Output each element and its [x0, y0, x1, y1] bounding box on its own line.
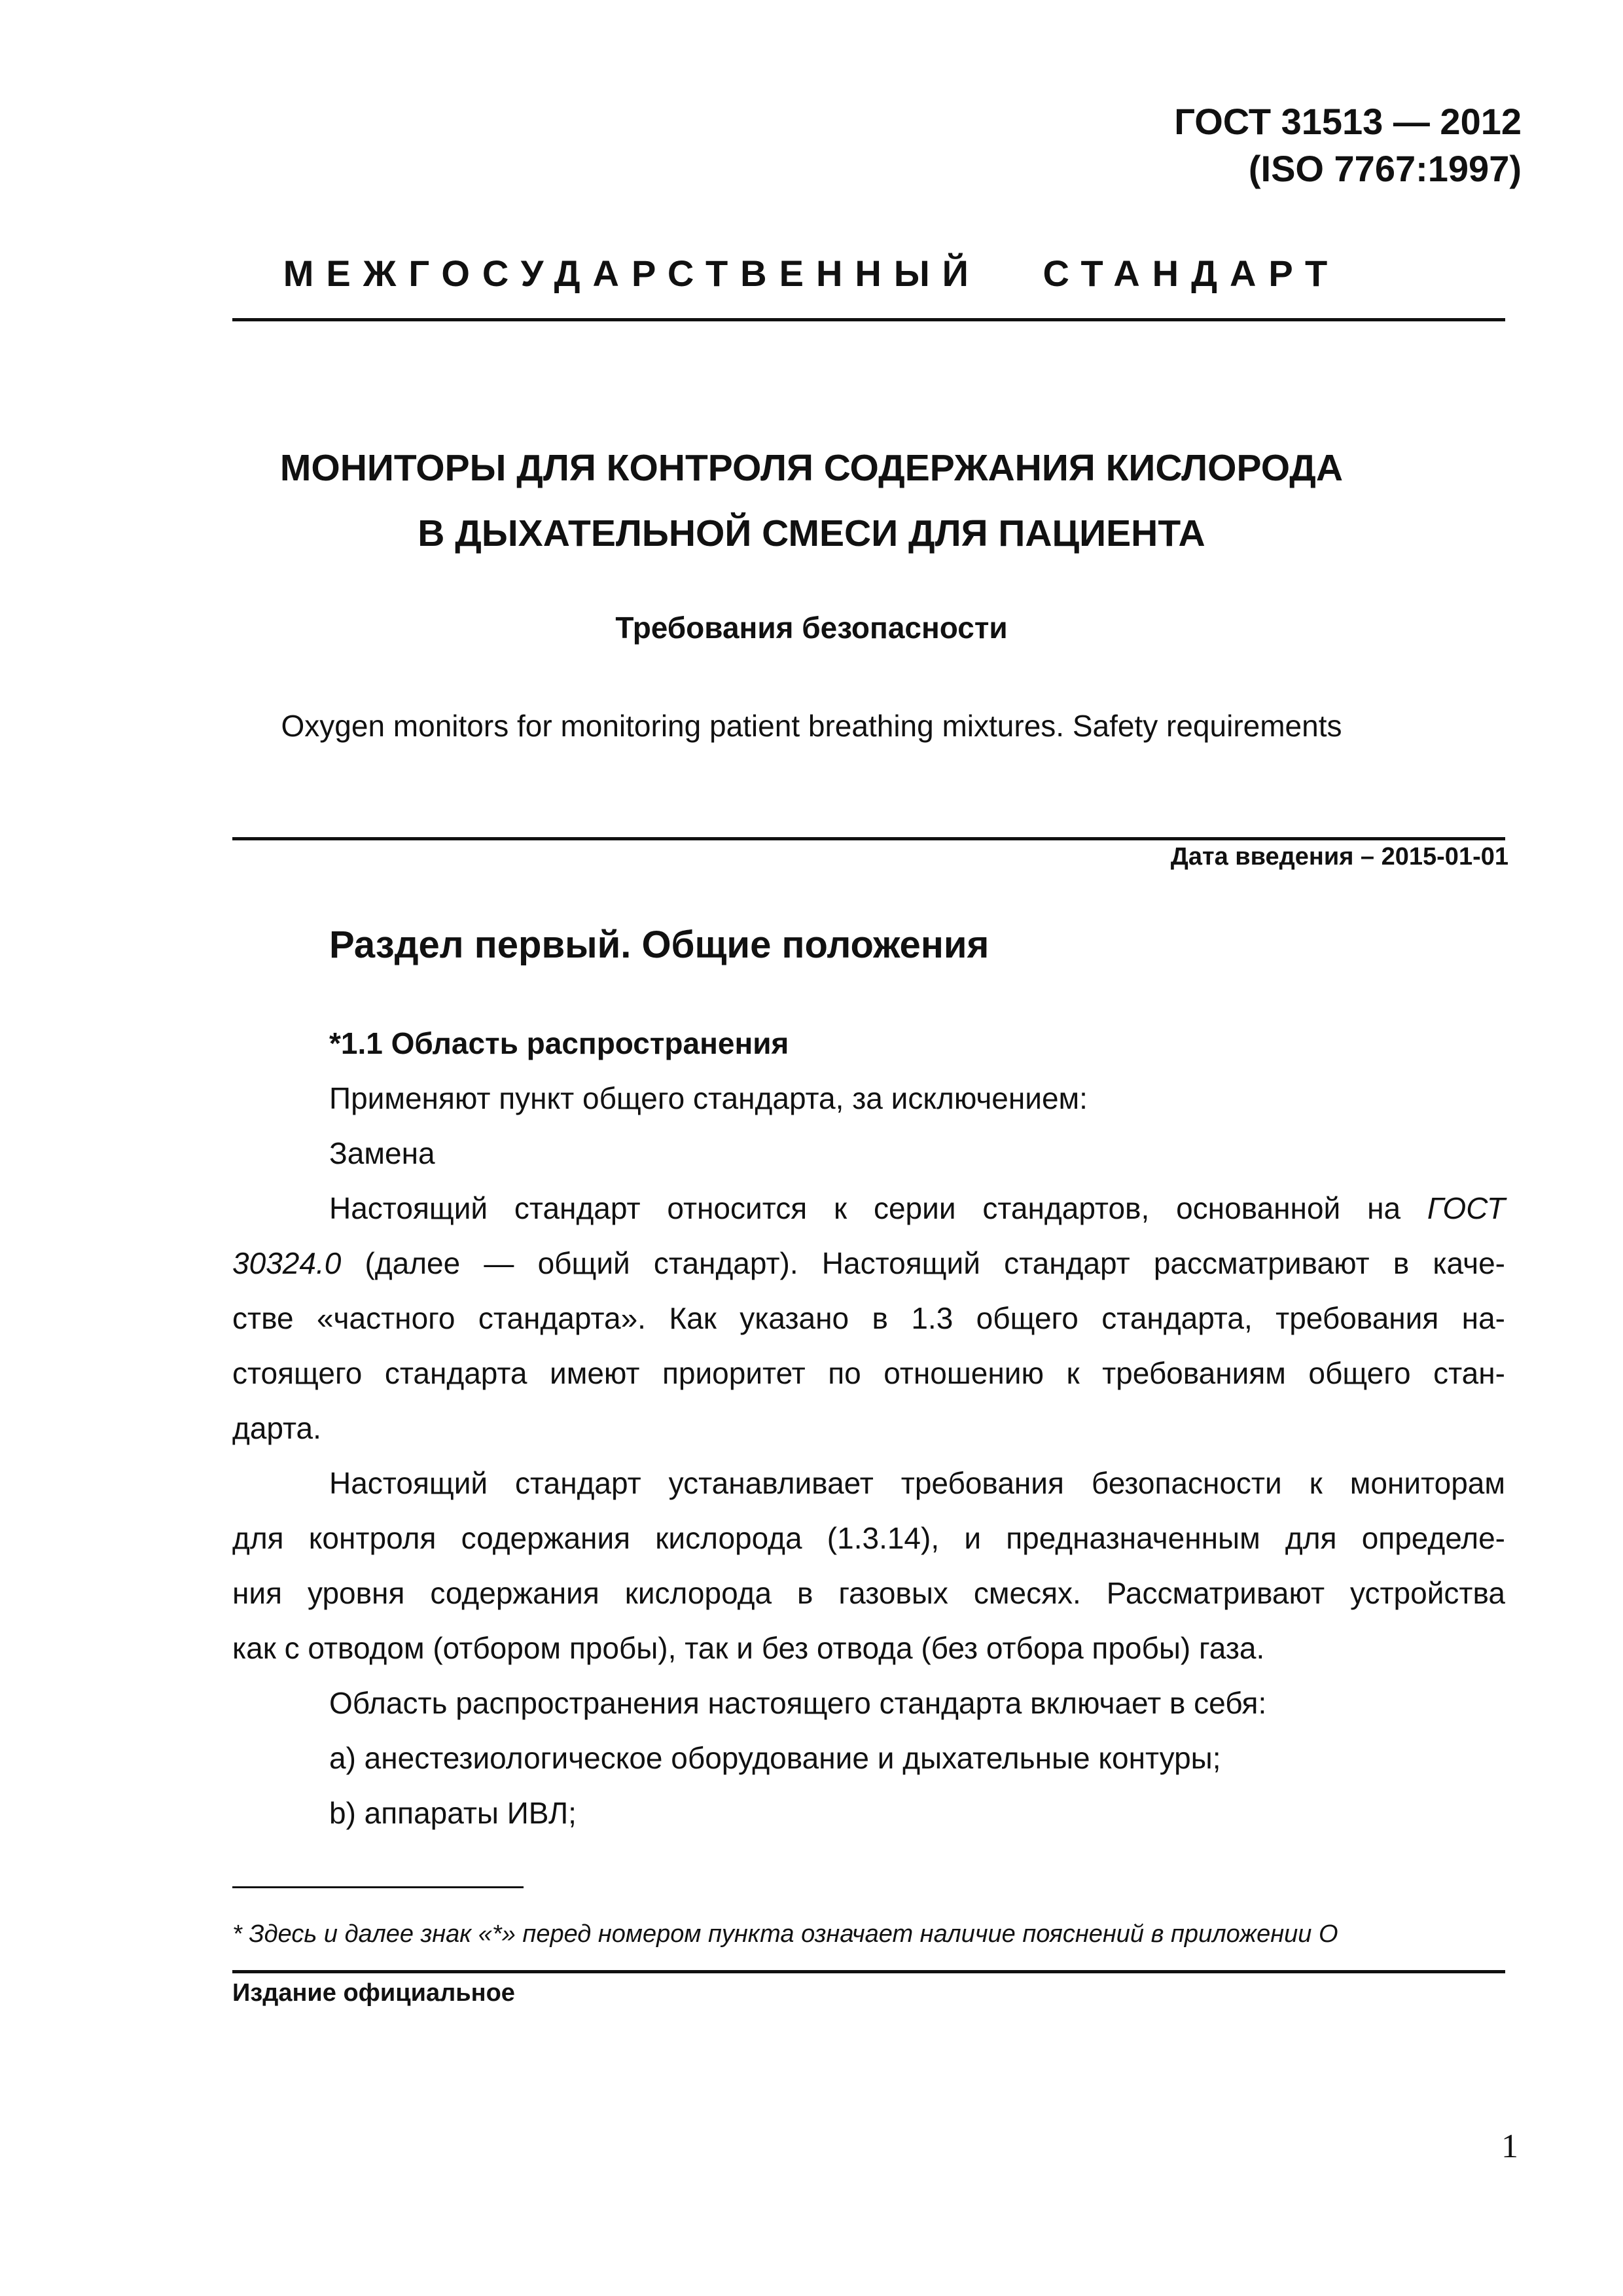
paragraph-2-line: для контроля содержания кислорода (1.3.14), и предназначенным для определе-	[232, 1521, 1505, 1555]
english-title: Oxygen monitors for monitoring patient breathing mixtures. Safety requirements	[281, 709, 1342, 743]
paragraph-1-line: стве «частного стандарта». Как указано в 1.3 общего стандарта, требования на-	[232, 1301, 1505, 1335]
interstate-standard-label: МЕЖГОСУДАРСТВЕННЫЙ СТАНДАРТ	[283, 253, 1340, 294]
section-heading: Раздел первый. Общие положения	[329, 924, 990, 966]
introduction-date: Дата введения – 2015-01-01	[1170, 843, 1508, 870]
list-item: b) аппараты ИВЛ;	[329, 1796, 577, 1830]
title-line-2: В ДЫХАТЕЛЬНОЙ СМЕСИ ДЛЯ ПАЦИЕНТА	[418, 512, 1205, 554]
scope-line: Область распространения настоящего стандарта включает в себя:	[329, 1686, 1267, 1720]
gost-number: ГОСТ 31513 — 2012	[1174, 101, 1522, 142]
list-item: а) анестезиологическое оборудование и дыхательные контуры;	[329, 1741, 1221, 1775]
footnote: * Здесь и далее знак «*» перед номером пункта означает наличие пояснений в приложении О	[232, 1920, 1338, 1948]
document-title	[0, 435, 1623, 566]
paragraph-1-line: дарта.	[232, 1411, 321, 1445]
gost-reference: ГОСТ	[1427, 1191, 1505, 1225]
title-line-1: МОНИТОРЫ ДЛЯ КОНТРОЛЯ СОДЕРЖАНИЯ КИСЛОРОДА	[279, 447, 1344, 489]
footer-divider	[232, 1970, 1505, 1973]
official-edition-label: Издание официальное	[232, 1979, 515, 2007]
paragraph-1-line	[232, 1246, 1505, 1281]
paragraph-1-line	[329, 1191, 1505, 1226]
gost-reference-number: 30324.0	[232, 1246, 342, 1280]
paragraph-2-line: Настоящий стандарт устанавливает требования безопасности к мониторам	[329, 1466, 1505, 1500]
title-divider	[232, 837, 1505, 840]
paragraph-1-line: стоящего стандарта имеют приоритет по отношению к требованиям общего стан-	[232, 1356, 1505, 1390]
applies-line: Применяют пункт общего стандарта, за исключением:	[329, 1081, 1088, 1115]
paragraph-1-text: (далее — общий стандарт). Настоящий стандарт рассматривают в каче-	[365, 1246, 1505, 1280]
paragraph-2-line: ния уровня содержания кислорода в газовых смесях. Рассматривают устройства	[232, 1576, 1505, 1610]
paragraph-2-line: как с отводом (отбором пробы), так и без отвода (без отбора пробы) газа.	[232, 1631, 1265, 1665]
replacement-label: Замена	[329, 1136, 435, 1170]
paragraph-1-text: Настоящий стандарт относится к серии стандартов, основанной на	[329, 1191, 1401, 1225]
iso-number: (ISO 7767:1997)	[1248, 148, 1522, 189]
header-divider	[232, 318, 1505, 321]
clause-heading: *1.1 Область распространения	[329, 1026, 789, 1060]
footnote-separator	[232, 1886, 524, 1888]
document-subtitle: Требования безопасности	[615, 611, 1008, 645]
standard-designation	[1174, 98, 1522, 192]
page-number: 1	[1501, 2128, 1518, 2165]
